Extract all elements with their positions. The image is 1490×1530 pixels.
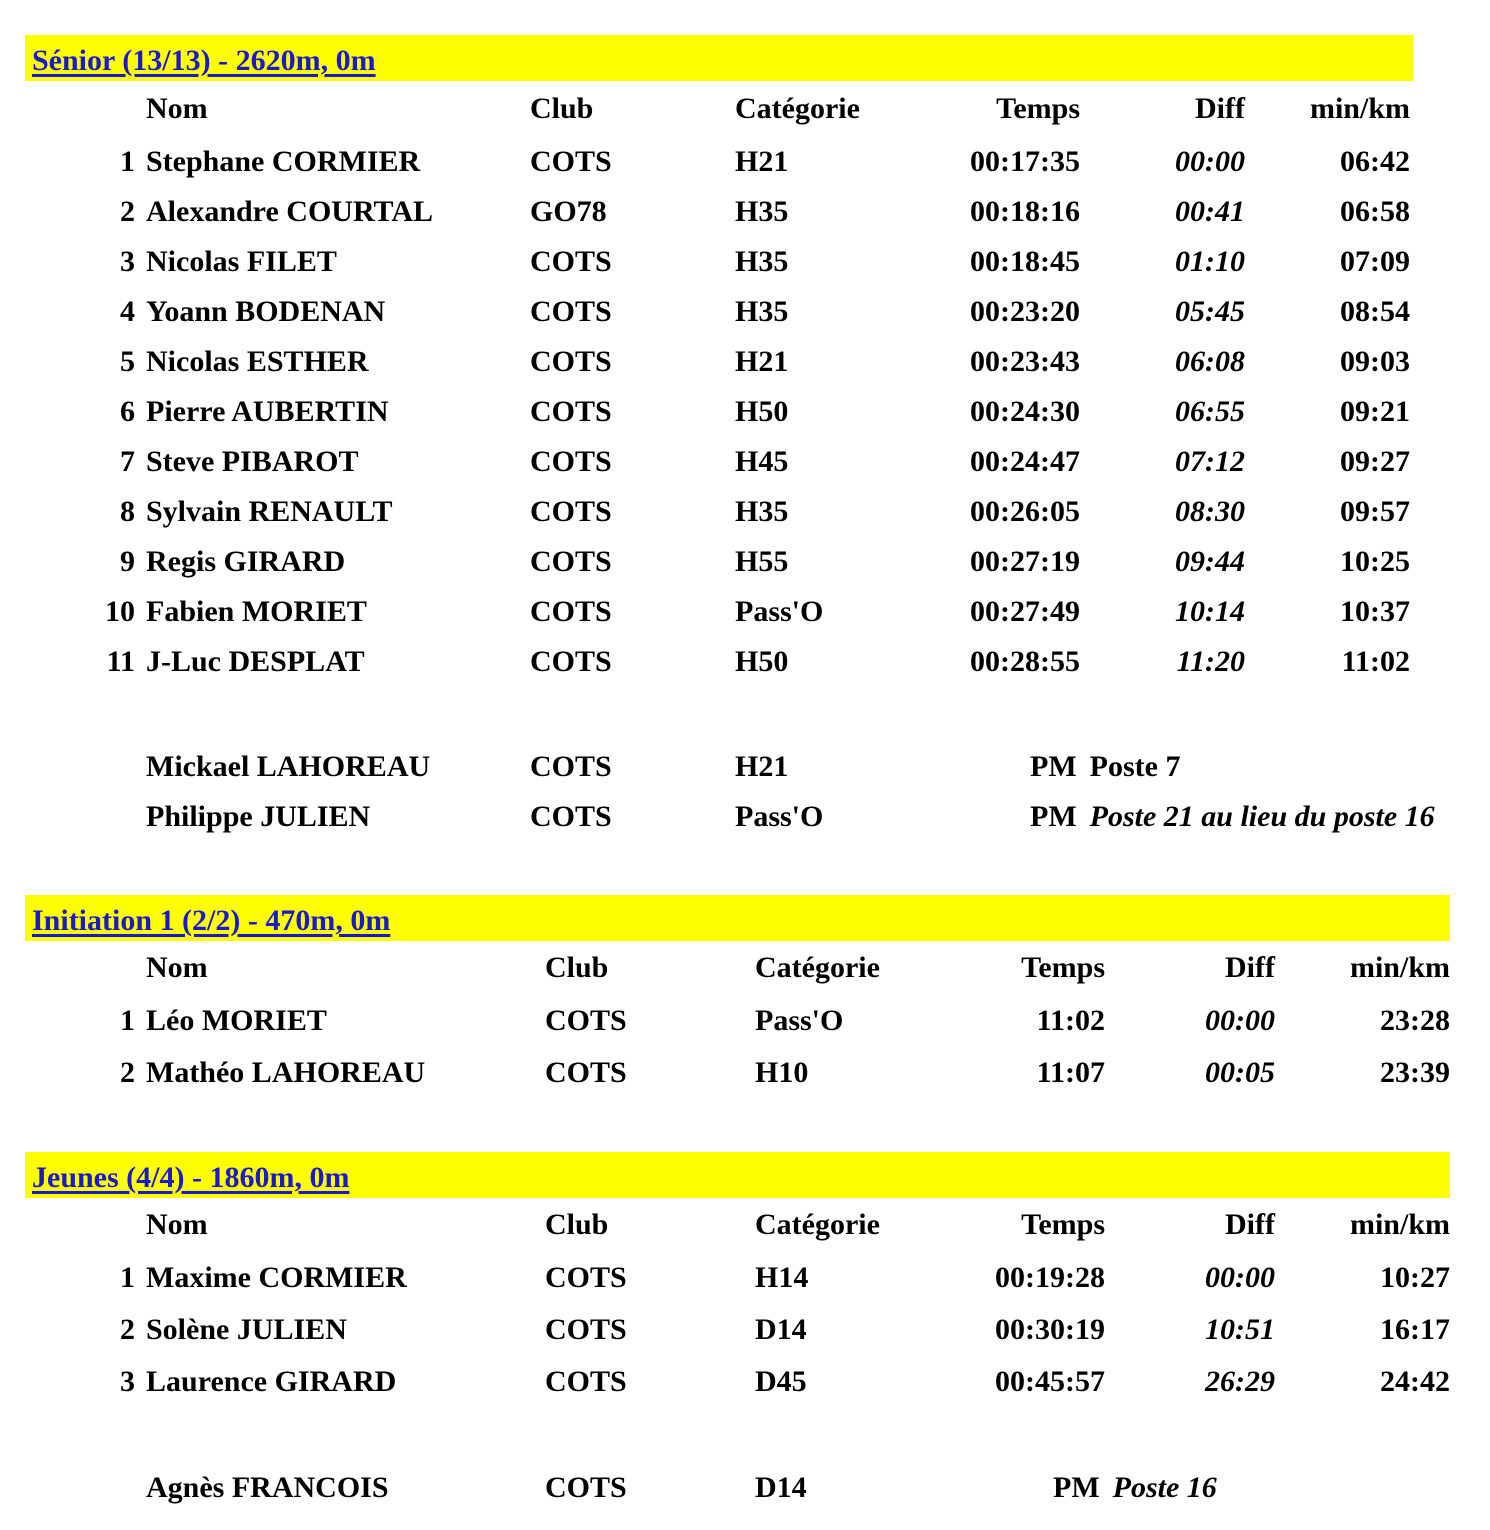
diff-cell: 09:44 (1175, 545, 1245, 578)
rank-cell (25, 792, 135, 842)
minkm-cell: 24:42 (1380, 1365, 1450, 1398)
pm-row (25, 742, 1410, 792)
temps-cell: 00:27:49 (970, 595, 1080, 628)
column-header-minkm: min/km (1309, 92, 1410, 125)
result-row (25, 287, 1410, 337)
temps-cell: 11:02 (1036, 1004, 1105, 1037)
minkm-cell: 10:27 (1380, 1261, 1450, 1294)
results-table (25, 941, 1450, 1099)
club-cell: COTS (530, 245, 612, 278)
rank-cell: 1 (120, 145, 135, 178)
minkm-cell: 07:09 (1340, 245, 1410, 278)
column-header-diff: Diff (1225, 951, 1275, 984)
temps-cell: 00:26:05 (970, 495, 1080, 528)
column-header-minkm: min/km (1349, 951, 1450, 984)
rank-cell: 7 (120, 445, 135, 478)
category-cell: H14 (755, 1261, 809, 1294)
results-section-jeunes (0, 1152, 1490, 1513)
name-cell: Fabien MORIET (146, 595, 367, 628)
pm-body (25, 742, 1435, 842)
category-cell: Pass'O (755, 1004, 844, 1037)
result-row (25, 487, 1410, 537)
column-header-club: Club (545, 951, 609, 984)
name-cell: Laurence GIRARD (146, 1365, 397, 1398)
pm-remark-cell (955, 792, 1435, 842)
result-row (25, 1304, 1450, 1356)
result-row (25, 537, 1410, 587)
results-body (25, 995, 1450, 1099)
diff-cell: 26:29 (1205, 1365, 1275, 1398)
column-header-categorie: Catégorie (755, 1208, 880, 1241)
temps-cell: 00:19:28 (995, 1261, 1105, 1294)
minkm-cell: 10:37 (1340, 595, 1410, 628)
rank-cell: 10 (105, 595, 135, 628)
column-header-club: Club (530, 92, 594, 125)
club-cell: COTS (545, 1056, 627, 1089)
category-cell: Pass'O (735, 595, 824, 628)
diff-cell: 00:05 (1205, 1056, 1275, 1089)
column-header-temps: Temps (996, 92, 1080, 125)
name-cell: Agnès FRANCOIS (146, 1471, 389, 1504)
results-document (0, 35, 1490, 1513)
name-cell: Steve PIBAROT (146, 445, 359, 478)
minkm-cell: 23:28 (1380, 1004, 1450, 1037)
minkm-cell: 10:25 (1340, 545, 1410, 578)
category-cell: H55 (735, 545, 789, 578)
column-header-nom: Nom (146, 951, 208, 984)
temps-cell: 00:45:57 (995, 1365, 1105, 1398)
category-cell: H21 (735, 145, 789, 178)
rank-cell: 3 (120, 1365, 135, 1398)
diff-cell: 00:00 (1205, 1004, 1275, 1037)
diff-cell: 07:12 (1175, 445, 1245, 478)
result-row (25, 1252, 1450, 1304)
pm-remark-cell (955, 742, 1410, 792)
diff-cell: 08:30 (1175, 495, 1245, 528)
name-cell: Maxime CORMIER (146, 1261, 407, 1294)
minkm-cell: 09:27 (1340, 445, 1410, 478)
name-cell: Stephane CORMIER (146, 145, 421, 178)
pm-row (25, 792, 1410, 842)
name-cell: Alexandre COURTAL (146, 195, 434, 228)
category-cell: H45 (735, 445, 789, 478)
category-cell: D14 (755, 1313, 807, 1346)
pm-table (25, 742, 1435, 842)
pm-row (25, 1463, 1450, 1513)
category-cell: H35 (735, 295, 789, 328)
temps-cell: 00:24:47 (970, 445, 1080, 478)
club-cell: COTS (545, 1365, 627, 1398)
pm-table (25, 1463, 1450, 1513)
club-cell: COTS (545, 1313, 627, 1346)
minkm-cell: 23:39 (1380, 1056, 1450, 1089)
minkm-cell: 09:03 (1340, 345, 1410, 378)
column-header-temps: Temps (1021, 951, 1105, 984)
club-cell: COTS (545, 1004, 627, 1037)
result-row (25, 187, 1410, 237)
column-header-minkm: min/km (1349, 1208, 1450, 1241)
pm-remark-text: Poste 16 (1112, 1471, 1217, 1504)
category-cell: H21 (735, 750, 789, 783)
column-header-diff: Diff (1195, 92, 1245, 125)
name-cell: Nicolas ESTHER (146, 345, 369, 378)
pm-body (25, 1463, 1450, 1513)
rank-cell (25, 1463, 135, 1513)
result-row (25, 637, 1410, 687)
category-cell: H35 (735, 245, 789, 278)
result-row (25, 437, 1410, 487)
column-header-categorie: Catégorie (735, 92, 860, 125)
pm-remark-text: Poste 21 au lieu du poste 16 (1089, 800, 1435, 833)
rank-cell: 5 (120, 345, 135, 378)
rank-cell: 2 (120, 195, 135, 228)
club-cell: COTS (530, 395, 612, 428)
section-title-link[interactable]: Initiation 1 (2/2) - 470m, 0m (32, 904, 391, 937)
club-cell: COTS (545, 1471, 627, 1504)
club-cell: COTS (530, 645, 612, 678)
result-row (25, 387, 1410, 437)
minkm-cell: 06:58 (1340, 195, 1410, 228)
pm-remark-cell (955, 1463, 1450, 1513)
rank-cell: 8 (120, 495, 135, 528)
name-cell: Philippe JULIEN (146, 800, 371, 833)
temps-cell: 00:23:43 (970, 345, 1080, 378)
column-header-row (25, 1198, 1450, 1252)
section-header-band (25, 35, 1413, 81)
results-body (25, 137, 1410, 687)
club-cell: COTS (530, 295, 612, 328)
club-cell: COTS (530, 145, 612, 178)
result-row (25, 337, 1410, 387)
minkm-cell: 06:42 (1340, 145, 1410, 178)
column-header-rank-spacer (25, 941, 135, 995)
minkm-cell: 09:21 (1340, 395, 1410, 428)
club-cell: GO78 (530, 195, 607, 228)
rank-cell: 2 (120, 1056, 135, 1089)
temps-cell: 00:28:55 (970, 645, 1080, 678)
pm-status-label: PM (1030, 750, 1077, 783)
name-cell: Pierre AUBERTIN (146, 395, 389, 428)
club-cell: COTS (530, 345, 612, 378)
diff-cell: 10:14 (1175, 595, 1245, 628)
column-header-rank-spacer (25, 81, 135, 137)
category-cell: D14 (755, 1471, 807, 1504)
rank-cell: 11 (106, 645, 135, 678)
pm-status-label: PM (1030, 800, 1077, 833)
temps-cell: 00:27:19 (970, 545, 1080, 578)
diff-cell: 05:45 (1175, 295, 1245, 328)
result-row (25, 1047, 1450, 1099)
name-cell: Sylvain RENAULT (146, 495, 393, 528)
name-cell: Nicolas FILET (146, 245, 337, 278)
column-header-nom: Nom (146, 92, 208, 125)
category-cell: D45 (755, 1365, 807, 1398)
rank-cell: 9 (120, 545, 135, 578)
rank-cell: 4 (120, 295, 135, 328)
minkm-cell: 09:57 (1340, 495, 1410, 528)
rank-cell: 1 (120, 1261, 135, 1294)
results-section-initiation-1 (0, 895, 1490, 1099)
diff-cell: 06:55 (1175, 395, 1245, 428)
pm-remark-text: Poste 7 (1089, 750, 1181, 783)
column-header-club: Club (545, 1208, 609, 1241)
temps-cell: 11:07 (1036, 1056, 1105, 1089)
results-body (25, 1252, 1450, 1408)
column-header-row (25, 81, 1410, 137)
results-section-senior (0, 35, 1490, 842)
rank-cell: 6 (120, 395, 135, 428)
rank-cell: 3 (120, 245, 135, 278)
rank-cell (25, 742, 135, 792)
rank-cell: 1 (120, 1004, 135, 1037)
column-header-rank-spacer (25, 1198, 135, 1252)
club-cell: COTS (530, 495, 612, 528)
diff-cell: 00:41 (1175, 195, 1245, 228)
minkm-cell: 08:54 (1340, 295, 1410, 328)
name-cell: Regis GIRARD (146, 545, 346, 578)
section-header-band (25, 895, 1450, 941)
club-cell: COTS (530, 445, 612, 478)
section-title-link[interactable]: Sénior (13/13) - 2620m, 0m (32, 44, 376, 77)
column-header-temps: Temps (1021, 1208, 1105, 1241)
rank-cell: 2 (120, 1313, 135, 1346)
result-row (25, 995, 1450, 1047)
result-row (25, 137, 1410, 187)
temps-cell: 00:18:45 (970, 245, 1080, 278)
result-row (25, 1356, 1450, 1408)
diff-cell: 10:51 (1205, 1313, 1275, 1346)
temps-cell: 00:18:16 (970, 195, 1080, 228)
results-table (25, 81, 1410, 687)
name-cell: Mathéo LAHOREAU (146, 1056, 426, 1089)
category-cell: H21 (735, 345, 789, 378)
temps-cell: 00:23:20 (970, 295, 1080, 328)
club-cell: COTS (530, 750, 612, 783)
name-cell: Léo MORIET (146, 1004, 327, 1037)
section-header-band (25, 1152, 1450, 1198)
category-cell: H10 (755, 1056, 809, 1089)
section-title-link[interactable]: Jeunes (4/4) - 1860m, 0m (32, 1161, 350, 1194)
name-cell: Solène JULIEN (146, 1313, 347, 1346)
club-cell: COTS (530, 800, 612, 833)
diff-cell: 11:20 (1176, 645, 1245, 678)
diff-cell: 06:08 (1175, 345, 1245, 378)
temps-cell: 00:30:19 (995, 1313, 1105, 1346)
column-header-diff: Diff (1225, 1208, 1275, 1241)
temps-cell: 00:24:30 (970, 395, 1080, 428)
results-table (25, 1198, 1450, 1408)
diff-cell: 00:00 (1175, 145, 1245, 178)
category-cell: H35 (735, 195, 789, 228)
diff-cell: 00:00 (1205, 1261, 1275, 1294)
club-cell: COTS (530, 545, 612, 578)
column-header-categorie: Catégorie (755, 951, 880, 984)
club-cell: COTS (530, 595, 612, 628)
minkm-cell: 16:17 (1380, 1313, 1450, 1346)
result-row (25, 237, 1410, 287)
category-cell: H50 (735, 395, 789, 428)
name-cell: J-Luc DESPLAT (146, 645, 365, 678)
column-header-row (25, 941, 1450, 995)
temps-cell: 00:17:35 (970, 145, 1080, 178)
minkm-cell: 11:02 (1341, 645, 1410, 678)
column-header-nom: Nom (146, 1208, 208, 1241)
diff-cell: 01:10 (1175, 245, 1245, 278)
pm-status-label: PM (1053, 1471, 1100, 1504)
club-cell: COTS (545, 1261, 627, 1294)
category-cell: H50 (735, 645, 789, 678)
category-cell: H35 (735, 495, 789, 528)
name-cell: Yoann BODENAN (146, 295, 386, 328)
name-cell: Mickael LAHOREAU (146, 750, 431, 783)
result-row (25, 587, 1410, 637)
category-cell: Pass'O (735, 800, 824, 833)
